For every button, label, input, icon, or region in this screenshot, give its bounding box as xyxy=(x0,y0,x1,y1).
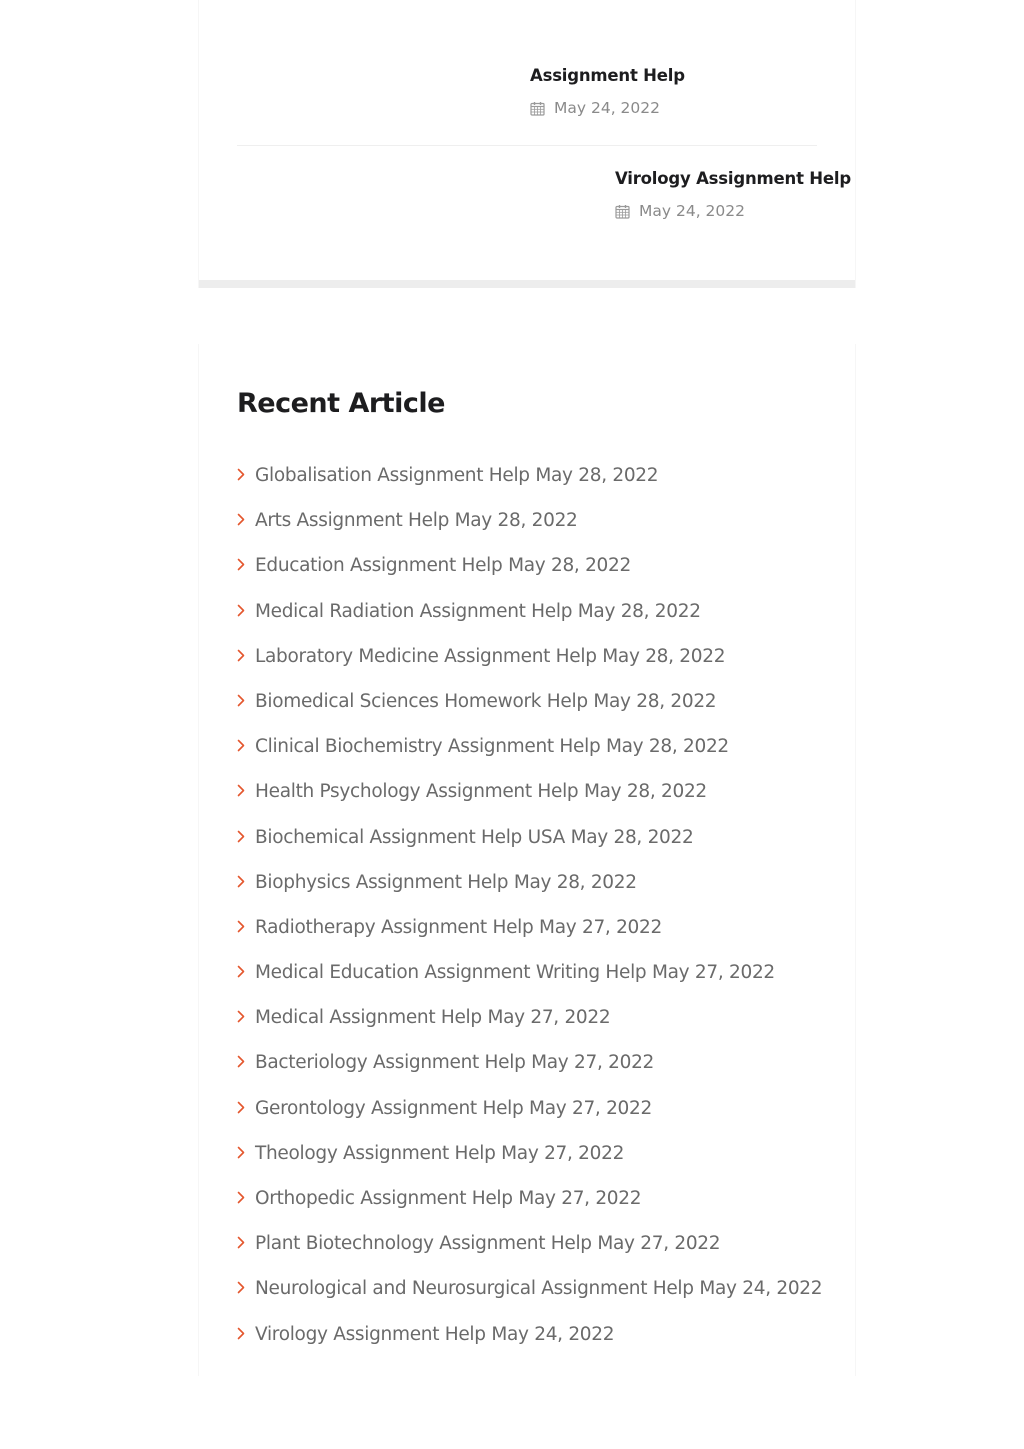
recent-article-title: Radiotherapy Assignment Help xyxy=(255,916,534,938)
recent-article-date: May 27, 2022 xyxy=(487,1007,611,1029)
recent-article-title: Neurological and Neurosurgical Assignment Help xyxy=(255,1278,694,1300)
list-item xyxy=(237,733,822,778)
list-item xyxy=(237,869,822,914)
recent-article-link[interactable] xyxy=(255,869,637,897)
chevron-right-icon xyxy=(237,914,255,933)
chevron-right-icon xyxy=(237,552,255,571)
recent-article-link[interactable] xyxy=(255,1230,720,1258)
list-item xyxy=(237,462,822,507)
popular-post-item xyxy=(615,169,851,220)
chevron-right-icon xyxy=(237,1321,255,1340)
recent-article-link[interactable] xyxy=(255,462,658,490)
recent-article-link[interactable] xyxy=(255,598,701,626)
recent-article-title: Medical Radiation Assignment Help xyxy=(255,600,573,622)
recent-article-date: May 27, 2022 xyxy=(597,1233,721,1255)
recent-article-title: Bacteriology Assignment Help xyxy=(255,1052,526,1074)
popular-post-date xyxy=(530,99,685,117)
chevron-right-icon xyxy=(237,1275,255,1294)
list-item xyxy=(237,643,822,688)
recent-articles-widget xyxy=(198,344,856,1376)
recent-article-link[interactable] xyxy=(255,1140,624,1168)
chevron-right-icon xyxy=(237,598,255,617)
recent-article-date: May 28, 2022 xyxy=(593,690,717,712)
recent-article-title: Medical Education Assignment Writing Help xyxy=(255,962,647,984)
popular-post-item xyxy=(530,66,685,117)
popular-post-date-text: May 24, 2022 xyxy=(639,202,745,220)
chevron-right-icon xyxy=(237,1095,255,1114)
recent-article-title: Theology Assignment Help xyxy=(255,1142,496,1164)
recent-article-link[interactable] xyxy=(255,1275,822,1303)
recent-article-title: Biomedical Sciences Homework Help xyxy=(255,690,588,712)
recent-article-link[interactable] xyxy=(255,1004,610,1032)
recent-article-title: Medical Assignment Help xyxy=(255,1007,482,1029)
popular-post-title-link[interactable]: Assignment Help xyxy=(530,66,685,85)
recent-article-link[interactable] xyxy=(255,1321,614,1349)
recent-article-link[interactable] xyxy=(255,1095,652,1123)
recent-article-date: May 28, 2022 xyxy=(454,510,578,532)
list-item xyxy=(237,598,822,643)
list-item xyxy=(237,552,822,597)
recent-article-link[interactable] xyxy=(255,914,662,942)
list-item xyxy=(237,1049,822,1094)
list-item xyxy=(237,1275,822,1320)
chevron-right-icon xyxy=(237,507,255,526)
chevron-right-icon xyxy=(237,1049,255,1068)
recent-article-link[interactable] xyxy=(255,1185,641,1213)
recent-article-link[interactable] xyxy=(255,778,707,806)
recent-article-title: Gerontology Assignment Help xyxy=(255,1097,524,1119)
chevron-right-icon xyxy=(237,688,255,707)
popular-post-title-link[interactable]: Virology Assignment Help xyxy=(615,169,851,188)
recent-article-date: May 28, 2022 xyxy=(508,555,631,577)
recent-article-title: Virology Assignment Help xyxy=(255,1323,486,1345)
list-item xyxy=(237,1095,822,1140)
recent-article-date: May 28, 2022 xyxy=(602,645,726,667)
recent-article-link[interactable] xyxy=(255,1049,654,1077)
list-item xyxy=(237,1185,822,1230)
recent-article-link[interactable] xyxy=(255,507,578,535)
list-item xyxy=(237,507,822,552)
list-item xyxy=(237,1230,822,1275)
recent-article-title: Clinical Biochemistry Assignment Help xyxy=(255,736,601,758)
recent-article-link[interactable] xyxy=(255,643,725,671)
list-item xyxy=(237,824,822,869)
list-item xyxy=(237,1140,822,1185)
recent-article-date: May 27, 2022 xyxy=(529,1097,652,1119)
recent-article-date: May 24, 2022 xyxy=(699,1278,823,1300)
chevron-right-icon xyxy=(237,733,255,752)
recent-article-date: May 28, 2022 xyxy=(513,871,637,893)
chevron-right-icon xyxy=(237,869,255,888)
recent-article-title: Arts Assignment Help xyxy=(255,510,450,532)
recent-article-title: Biochemical Assignment Help USA xyxy=(255,826,565,848)
popular-post-date-text: May 24, 2022 xyxy=(554,99,660,117)
list-item xyxy=(237,959,822,1004)
chevron-right-icon xyxy=(237,959,255,978)
list-item xyxy=(237,688,822,733)
recent-article-title: Biophysics Assignment Help xyxy=(255,871,509,893)
recent-article-date: May 28, 2022 xyxy=(583,781,707,803)
list-item xyxy=(237,914,822,959)
recent-article-date: May 27, 2022 xyxy=(651,962,775,984)
recent-article-date: May 28, 2022 xyxy=(535,465,659,486)
recent-article-link[interactable] xyxy=(255,552,631,580)
recent-articles-heading: Recent Article xyxy=(237,388,445,419)
chevron-right-icon xyxy=(237,1230,255,1249)
recent-article-date: May 28, 2022 xyxy=(605,736,729,758)
post-divider xyxy=(237,145,817,146)
recent-article-date: May 28, 2022 xyxy=(570,826,694,848)
recent-article-link[interactable] xyxy=(255,688,716,716)
recent-article-date: May 27, 2022 xyxy=(531,1052,655,1074)
recent-article-date: May 28, 2022 xyxy=(577,600,701,622)
recent-article-link[interactable] xyxy=(255,824,693,852)
recent-article-title: Laboratory Medicine Assignment Help xyxy=(255,645,597,667)
recent-article-date: May 27, 2022 xyxy=(518,1188,642,1209)
chevron-right-icon xyxy=(237,824,255,843)
chevron-right-icon xyxy=(237,1004,255,1023)
chevron-right-icon xyxy=(237,462,255,481)
recent-article-title: Orthopedic Assignment Help xyxy=(255,1188,513,1209)
recent-article-date: May 24, 2022 xyxy=(491,1323,615,1345)
recent-article-title: Education Assignment Help xyxy=(255,555,503,577)
popular-post-date xyxy=(615,202,851,220)
list-item xyxy=(237,1004,822,1049)
widget-bottom-border xyxy=(199,280,855,288)
recent-article-date: May 27, 2022 xyxy=(539,916,662,938)
calendar-icon xyxy=(615,204,630,219)
chevron-right-icon xyxy=(237,778,255,797)
recent-article-link[interactable] xyxy=(255,959,775,987)
chevron-right-icon xyxy=(237,1140,255,1159)
recent-article-title: Plant Biotechnology Assignment Help xyxy=(255,1233,592,1255)
list-item xyxy=(237,778,822,823)
calendar-icon xyxy=(530,101,545,116)
recent-article-date: May 27, 2022 xyxy=(501,1142,625,1164)
recent-articles-list xyxy=(237,462,822,1366)
recent-article-link[interactable] xyxy=(255,733,729,761)
chevron-right-icon xyxy=(237,1185,255,1204)
recent-article-title: Globalisation Assignment Help xyxy=(255,465,530,486)
popular-posts-widget xyxy=(198,0,856,288)
recent-article-title: Health Psychology Assignment Help xyxy=(255,781,579,803)
list-item xyxy=(237,1321,822,1366)
chevron-right-icon xyxy=(237,643,255,662)
